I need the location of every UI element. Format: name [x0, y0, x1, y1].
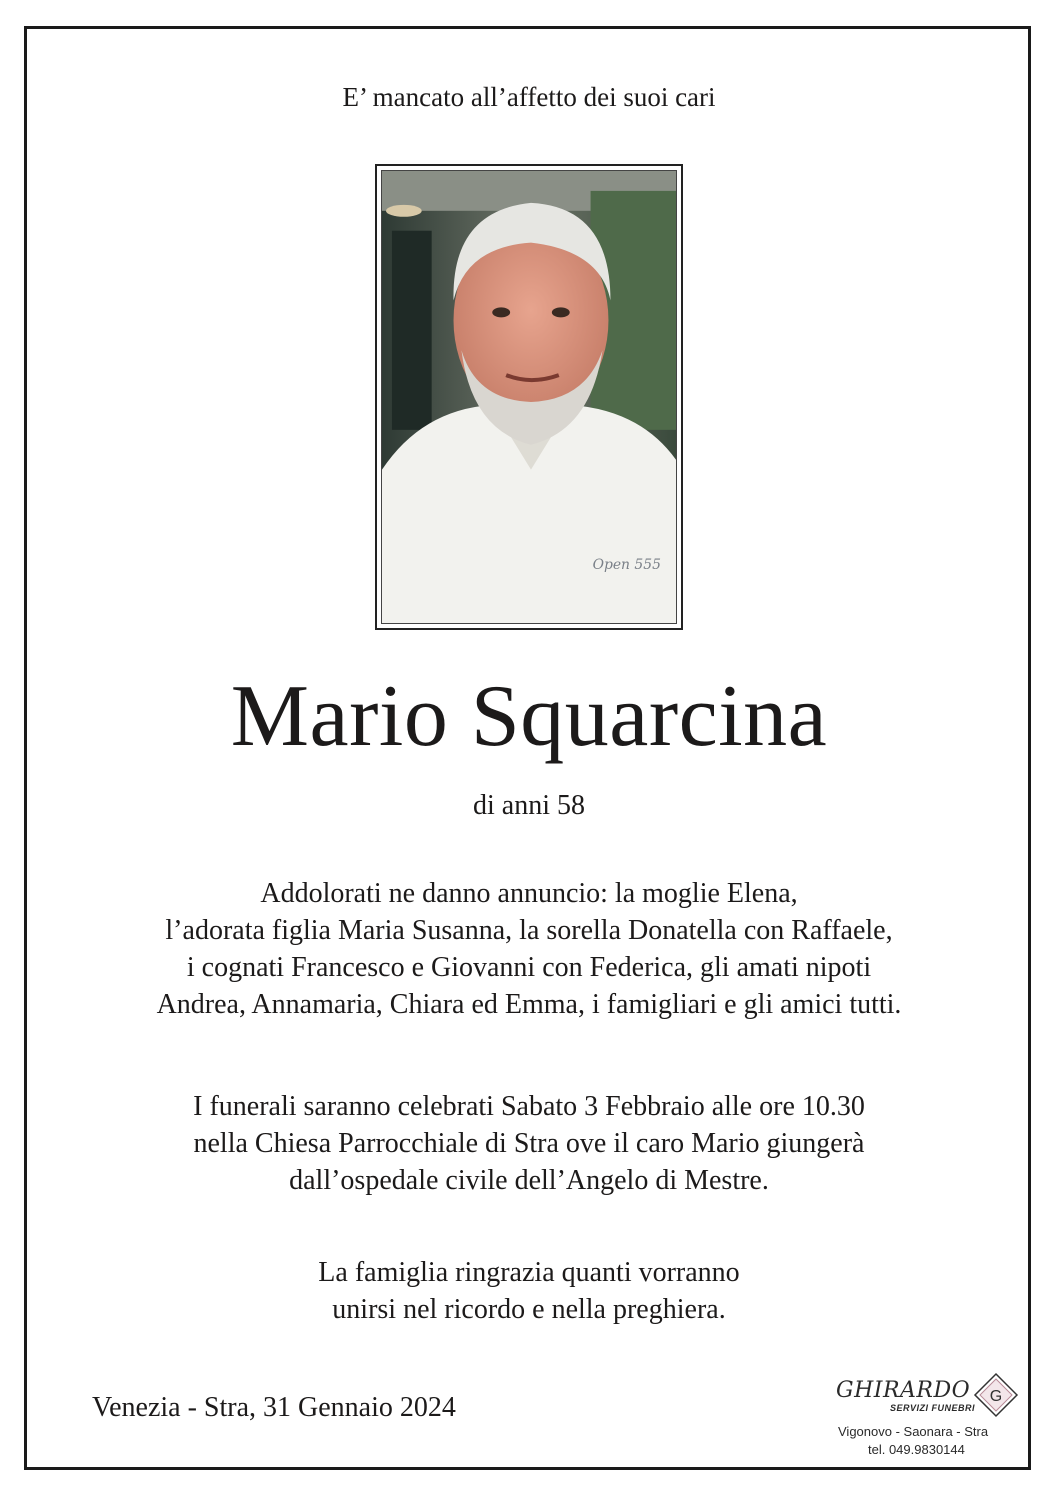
- portrait-photo-frame: [375, 164, 683, 630]
- announcement-line: Andrea, Annamaria, Chiara ed Emma, i famigliari e gli amici tutti.: [156, 989, 902, 1020]
- logo-mark-letter: G: [989, 1388, 1003, 1405]
- deceased-age: di anni 58: [473, 790, 585, 821]
- funeral-line: I funerali saranno celebrati Sabato 3 Febbraio alle ore 10.30: [193, 1091, 865, 1122]
- funeral-line: dall’ospedale civile dell’Angelo di Mestre.: [289, 1165, 769, 1196]
- portrait-photo: [381, 170, 677, 624]
- header-text: E’ mancato all’affetto dei suoi cari: [342, 82, 716, 112]
- thanks-line: La famiglia ringrazia quanti vorranno: [318, 1257, 740, 1288]
- announcement-line: i cognati Francesco e Giovanni con Federica, gli amati nipoti: [186, 952, 872, 983]
- funeral-home-phone: tel. 049.9830144: [868, 1442, 965, 1457]
- announcement-line: Addolorati ne danno annuncio: la moglie Elena,: [260, 878, 798, 909]
- portrait-illustration: [382, 171, 676, 623]
- shirt-logo-text: Open 555: [592, 557, 661, 574]
- place-and-date: Venezia - Stra, 31 Gennaio 2024: [92, 1392, 456, 1423]
- funeral-paragraph: [0, 1088, 1058, 1199]
- funeral-line: nella Chiesa Parrocchiale di Stra ove il caro Mario giungerà: [193, 1128, 865, 1159]
- funeral-home-name: GHIRARDO: [836, 1378, 971, 1403]
- funeral-home-locations: Vigonovo - Saonara - Stra: [838, 1424, 989, 1439]
- funeral-home-logo: [826, 1370, 1026, 1460]
- deceased-name: Mario Squarcina: [230, 668, 828, 765]
- funeral-home-subtitle: SERVIZI FUNEBRI: [890, 1403, 976, 1413]
- thanks-line: unirsi nel ricordo e nella preghiera.: [332, 1294, 726, 1325]
- diamond-logo-icon: [973, 1372, 1019, 1418]
- announcement-paragraph: [0, 875, 1058, 1023]
- announcement-line: l’adorata figlia Maria Susanna, la sorella Donatella con Raffaele,: [165, 915, 893, 946]
- thanks-paragraph: [0, 1254, 1058, 1328]
